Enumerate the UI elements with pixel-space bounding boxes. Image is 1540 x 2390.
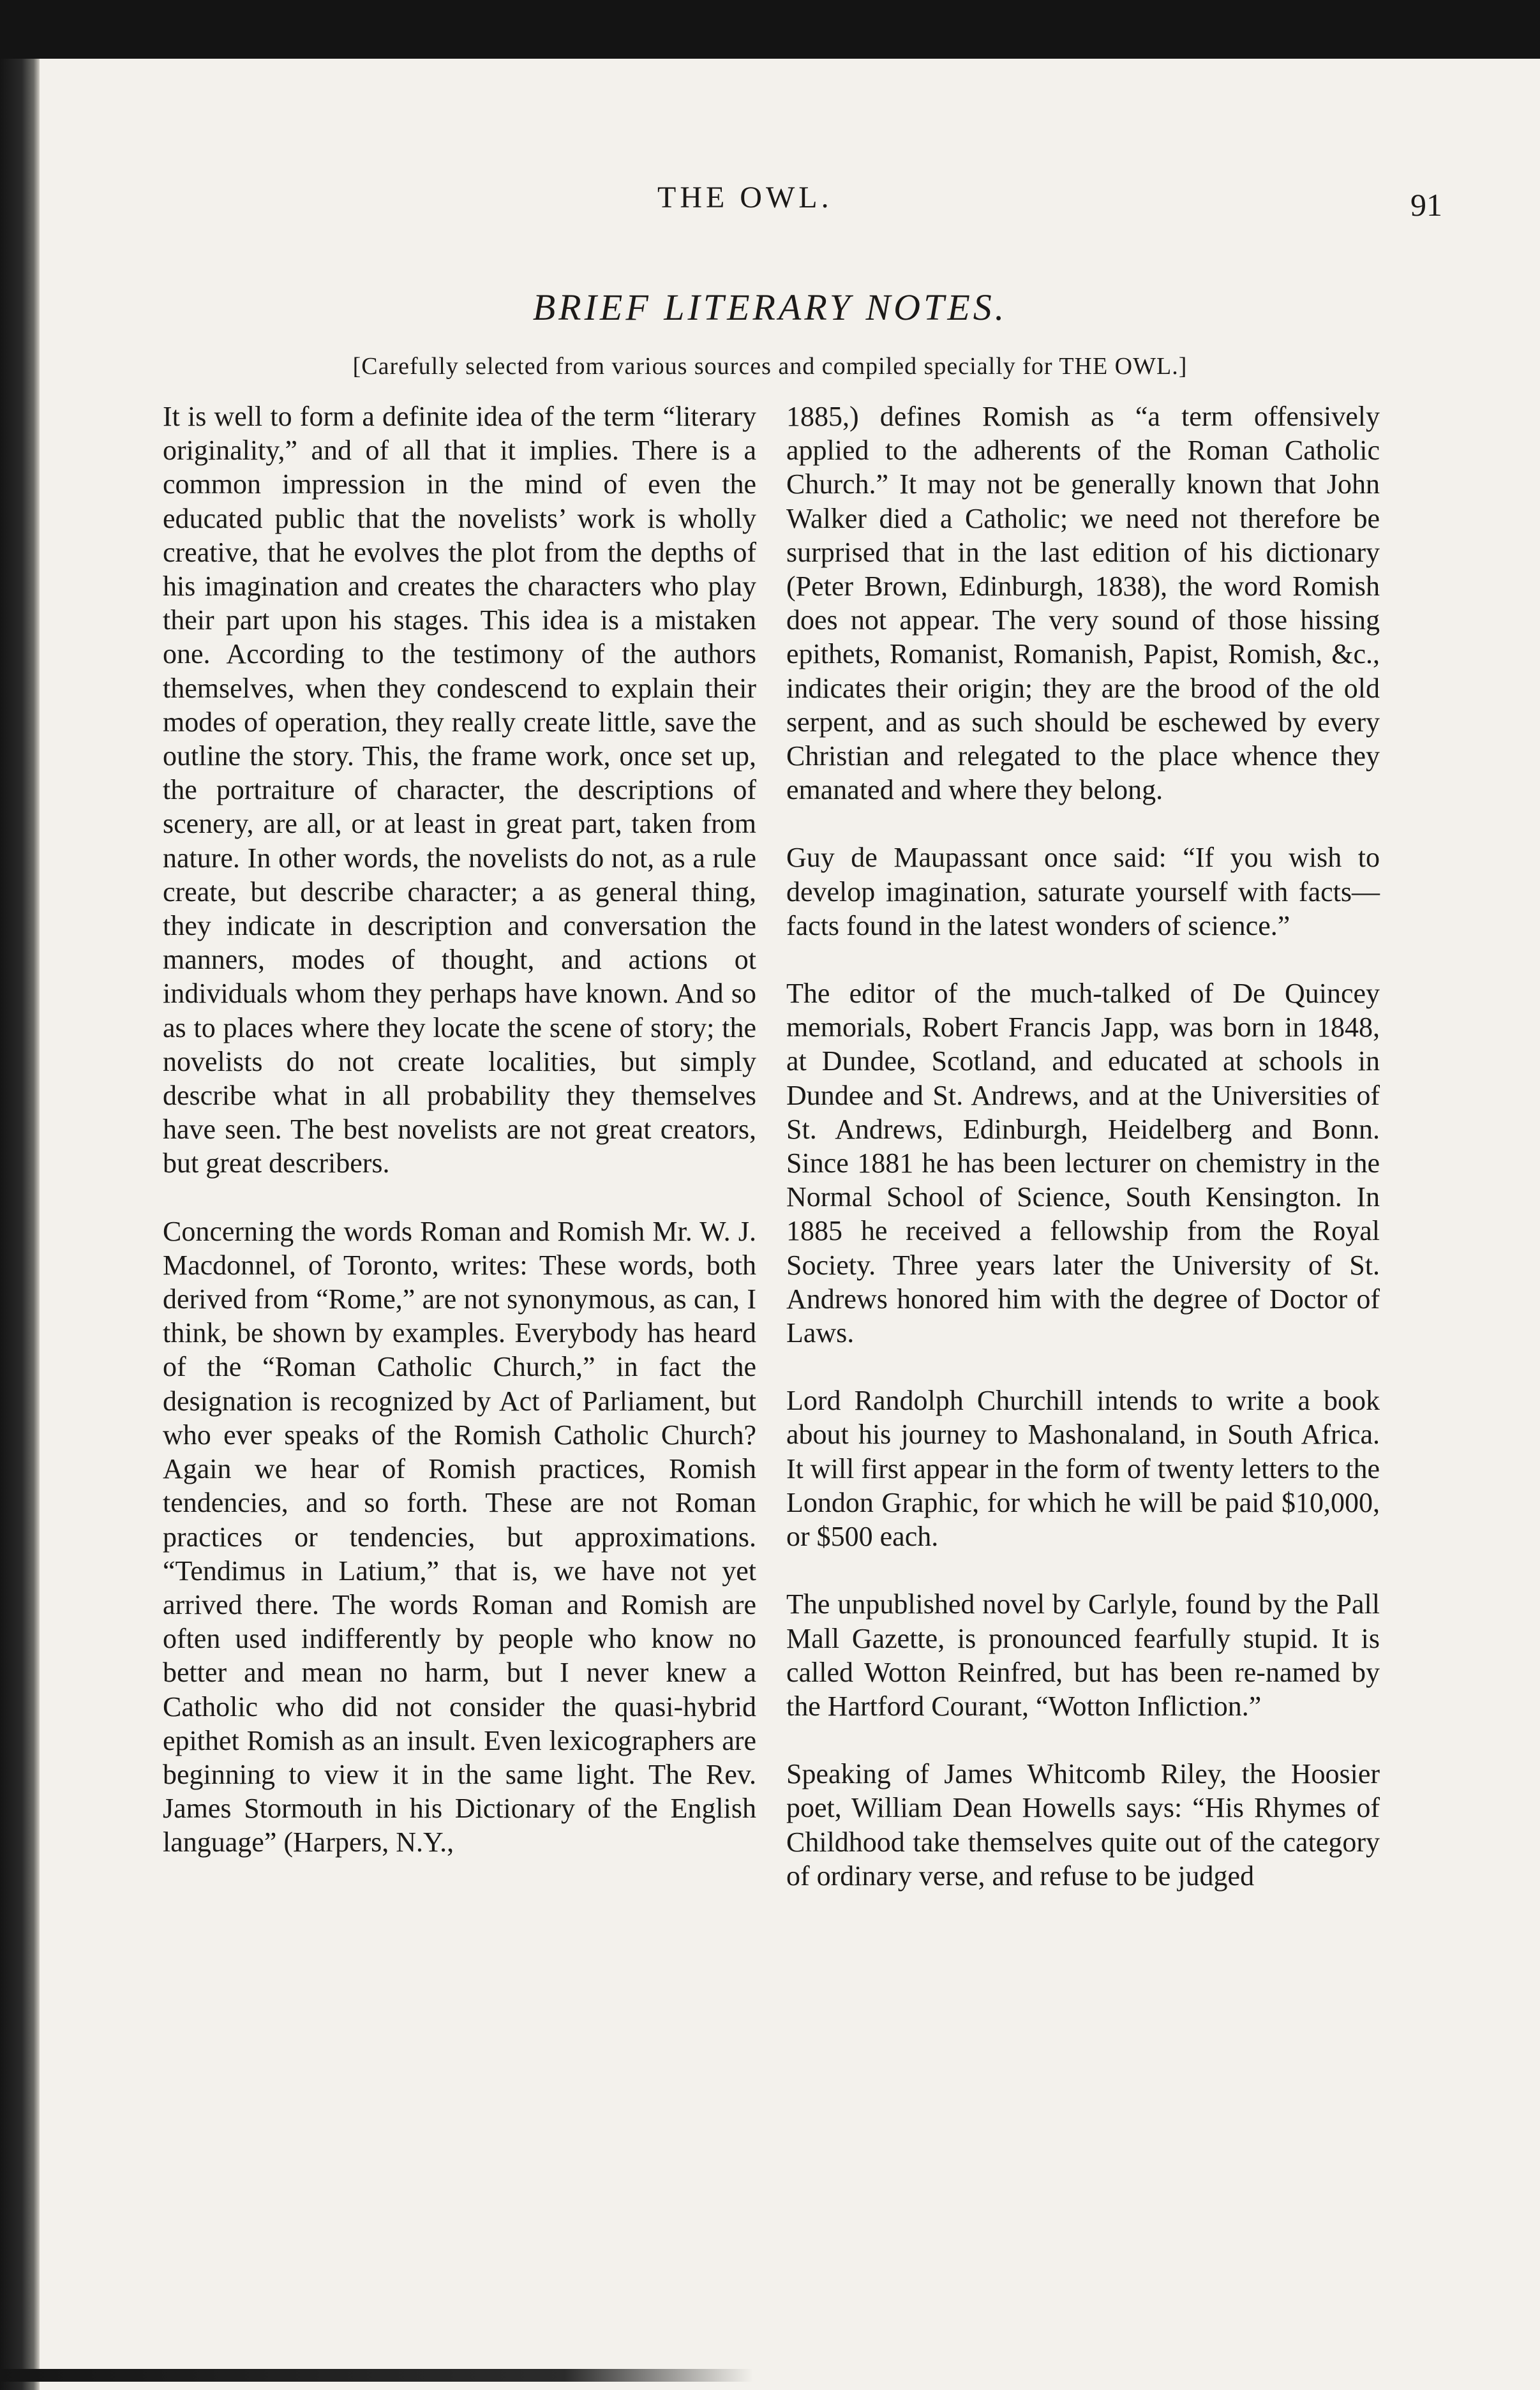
scan-bottom-border: [0, 2369, 753, 2382]
page-number: 91: [1410, 187, 1442, 223]
section-subtitle: [Carefully selected from various sources and compiled specially for THE OWL.]: [352, 353, 1188, 380]
paragraph-riley: Speaking of James Whitcomb Riley, the Hoosier poet, William Dean Howells says: “His Rhymes of Childhood take themselves quite out of the category of ordinary verse, and refuse to be judged: [786, 1758, 1380, 1892]
running-head: THE OWL.: [657, 181, 833, 214]
paragraph-churchill: Lord Randolph Churchill intends to write a book about his journey to Mashonaland, in South Africa. It will first appear in the form of twenty letters to the London Graphic, for which he will be paid $10,000, or $500 each.: [786, 1385, 1380, 1553]
section-title: BRIEF LITERARY NOTES.: [532, 287, 1008, 328]
scan-top-border: [0, 0, 1540, 59]
paragraph-literary-originality: It is well to form a definite idea of the term “literary originality,” and of all that it implies. There is a common impression in the mind of even the educated public that the novelists’ work is wholly creative, that he evolves the plot from the depths of his imagination and creates the characters who play their part upon his stages. This idea is a mistaken one. According to the testimony of the authors themselves, when they condescend to explain their modes of operation, they really create little, save the outline the story. This, the frame work, once set up, the portraiture of character, the descriptions of scenery, are all, or at least in great part, taken from nature. In other words, the novelists do not, as a rule create, but describe character; a as general thing, they indicate in description and conversation the manners, modes of thought, and actions ot individuals whom they perhaps have known. And so as to places where they locate the scene of story; the novelists do not create localities, but simply describe what in all probability they themselves have seen. The best novelists are not great creators, but great describers.: [163, 401, 756, 1179]
left-column: [163, 400, 756, 1893]
paragraph-romish-definition: 1885,) defines Romish as “a term offensively applied to the adherents of the Roman Catholic Church.” It may not be generally known that John Walker died a Catholic; we need not therefore be surprised that in the last edition of his dictionary (Peter Brown, Edinburgh, 1838), the word Romish does not appear. The very sound of those hissing epithets, Romanist, Romanish, Papist, Romish, &c., indicates their origin; they are the brood of the old serpent, and as such should be eschewed by every Christian and relegated to the place whence they emanated and where they belong.: [786, 401, 1380, 806]
paragraph-carlyle: The unpublished novel by Carlyle, found by the Pall Mall Gazette, is pronounced fearfully stupid. It is called Wotton Reinfred, but has been re-named by the Hartford Courant, “Wotton Infliction.”: [786, 1588, 1380, 1722]
paragraph-roman-romish: Concerning the words Roman and Romish Mr. W. J. Macdonnel, of Toronto, writes: These words, both derived from “Rome,” are not synonymous, as can, I think, be shown by examples. Everybody has heard of the “Roman Catholic Church,” in fact the designation is recognized by Act of Parliament, but who ever speaks of the Romish Catholic Church? Again we hear of Romish practices, Romish tendencies, and so forth. These are not Roman practices or tendencies, but approximations. “Tendimus in Latium,” that is, we have not yet arrived there. The words Roman and Romish are often used indifferently by people who know no better and mean no harm, but I never knew a Catholic who did not consider the quasi-hybrid epithet Romish as an insult. Even lexicographers are beginning to view it in the same light. The Rev. James Stormouth in his Dictionary of the English language” (Harpers, N.Y.,: [163, 1215, 756, 1858]
paragraph-japp: The editor of the much-talked of De Quincey memorials, Robert Francis Japp, was born in 1848, at Dundee, Scotland, and educated at schools in Dundee and St. Andrews, and at the Universities of St. Andrews, Edinburgh, Heidelberg and Bonn. Since 1881 he has been lecturer on chemistry in the Normal School of Science, South Kensington. In 1885 he received a fellowship from the Royal Society. Three years later the University of St. Andrews honored him with the degree of Doctor of Laws.: [786, 978, 1380, 1349]
paragraph-maupassant: Guy de Maupassant once said: “If you wish to develop imagination, saturate yourself with facts—facts found in the latest wonders of science.”: [786, 842, 1380, 941]
scan-left-border: [0, 59, 40, 2390]
right-column: [786, 400, 1380, 1927]
